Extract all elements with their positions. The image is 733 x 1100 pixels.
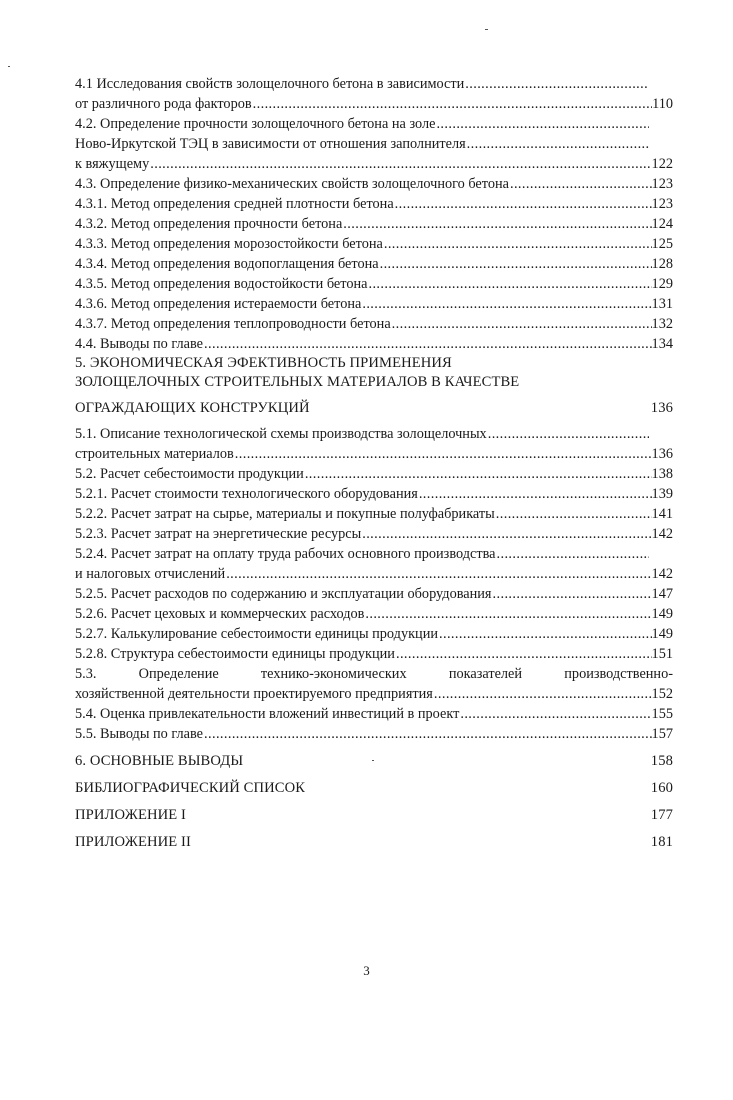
toc-entry bbox=[75, 778, 673, 798]
toc-leader-dots bbox=[510, 174, 652, 194]
toc-entry bbox=[75, 214, 673, 234]
toc-leader-dots bbox=[204, 724, 652, 744]
toc-entry-title: 4.4. Выводы по главе bbox=[75, 336, 204, 352]
toc-leader-dots bbox=[305, 464, 652, 484]
toc-leader-dots bbox=[362, 294, 651, 314]
toc-leader-dots bbox=[496, 504, 652, 524]
toc-entry-title: к вяжущему bbox=[75, 156, 150, 172]
toc-entry bbox=[75, 484, 673, 504]
toc-entry-page: 131 bbox=[651, 296, 673, 312]
toc-entry bbox=[75, 684, 673, 704]
toc-entry bbox=[75, 314, 673, 334]
toc-entry-title: 5.2.7. Калькулирование себестоимости единицы продукции bbox=[75, 626, 438, 642]
toc-entry-title: 4.3.2. Метод определения прочности бетона bbox=[75, 216, 343, 232]
toc-entry-title: 4.2. Определение прочности золощелочного бетона на золе bbox=[75, 116, 436, 132]
toc-entry-title: БИБЛИОГРАФИЧЕСКИЙ СПИСОК bbox=[75, 780, 306, 796]
toc-entry bbox=[75, 294, 673, 314]
toc-leader-dots bbox=[204, 334, 652, 354]
toc-entry-page: 134 bbox=[651, 336, 673, 352]
toc-entry-page: 125 bbox=[651, 236, 673, 252]
toc-entry-title: 4.3. Определение физико-механических свойств золощелочного бетона bbox=[75, 176, 509, 192]
toc-entry bbox=[75, 805, 673, 825]
toc-entry bbox=[75, 664, 673, 684]
toc-leader-dots bbox=[439, 624, 652, 644]
toc-entry-title: 5.2. Расчет себестоимости продукции bbox=[75, 466, 304, 482]
toc-entry bbox=[75, 444, 673, 464]
toc-entry-title: 5.1. Описание технологической схемы производства золощелочных bbox=[75, 426, 487, 442]
toc-entry-page: 124 bbox=[651, 216, 673, 232]
toc-entry-title: от различного рода факторов bbox=[75, 96, 252, 112]
toc-entry-title: 4.3.5. Метод определения водостойкости бетона bbox=[75, 276, 368, 292]
toc-entry bbox=[75, 174, 673, 194]
toc-entry-title: 5.2.5. Расчет расходов по содержанию и эксплуатации оборудования bbox=[75, 586, 492, 602]
toc-entry bbox=[75, 644, 673, 664]
toc-leader-dots bbox=[365, 604, 651, 624]
toc-entry-page: 110 bbox=[652, 96, 673, 112]
toc-entry-page: 181 bbox=[650, 834, 673, 850]
toc-leader-dots bbox=[380, 254, 652, 274]
toc-entry-title: 5.5. Выводы по главе bbox=[75, 726, 204, 742]
toc-entry bbox=[75, 334, 673, 354]
toc-entry bbox=[75, 74, 673, 94]
toc-entry bbox=[75, 504, 673, 524]
toc-entry-page: 123 bbox=[651, 176, 673, 192]
toc-leader-dots bbox=[368, 274, 651, 294]
toc-entry bbox=[75, 524, 673, 544]
toc-entry-page: 142 bbox=[651, 566, 673, 582]
toc-entry-page: 141 bbox=[651, 506, 673, 522]
toc-entry bbox=[75, 373, 673, 392]
toc-entry bbox=[75, 194, 673, 214]
toc-entry-page: 158 bbox=[650, 753, 673, 769]
toc-leader-dots bbox=[465, 74, 649, 94]
toc-entry-title: хозяйственной деятельности проектируемого предприятия bbox=[75, 686, 433, 702]
page-number: 3 bbox=[363, 963, 370, 978]
toc-entry bbox=[75, 424, 673, 444]
toc-entry-title: ПРИЛОЖЕНИЕ II bbox=[75, 834, 191, 850]
toc-entry-page: 152 bbox=[651, 686, 673, 702]
toc-entry bbox=[75, 114, 673, 134]
toc-entry-title: ОГРАЖДАЮЩИХ КОНСТРУКЦИЙ bbox=[75, 400, 310, 416]
scan-speck bbox=[8, 66, 10, 67]
toc-entry-page: 151 bbox=[651, 646, 673, 662]
toc-leader-dots bbox=[226, 564, 651, 584]
toc-leader-dots bbox=[419, 484, 652, 504]
toc-entry-page: 147 bbox=[651, 586, 673, 602]
toc-leader-dots bbox=[493, 584, 652, 604]
toc-entry-page: 149 bbox=[651, 606, 673, 622]
toc-entry bbox=[75, 604, 673, 624]
toc-entry bbox=[75, 704, 673, 724]
toc-entry-page: 157 bbox=[651, 726, 673, 742]
toc-entry-page: 132 bbox=[651, 316, 673, 332]
toc-entry-page: 136 bbox=[651, 446, 673, 462]
toc-entry bbox=[75, 134, 673, 154]
toc-entry-page: 129 bbox=[651, 276, 673, 292]
toc-leader-dots bbox=[460, 704, 651, 724]
toc-entry-title: 4.3.6. Метод определения истераемости бетона bbox=[75, 296, 362, 312]
toc-leader-dots bbox=[253, 94, 652, 114]
toc-entry bbox=[75, 624, 673, 644]
toc-entry bbox=[75, 398, 673, 418]
toc-leader-dots bbox=[434, 684, 652, 704]
toc-entry-title: ЗОЛОЩЕЛОЧНЫХ СТРОИТЕЛЬНЫХ МАТЕРИАЛОВ В КАЧЕСТВЕ bbox=[75, 374, 520, 390]
toc-entry-title: 5.4. Оценка привлекательности вложений инвестиций в проект bbox=[75, 706, 460, 722]
scan-speck bbox=[485, 29, 488, 30]
toc-entry-title: 5.2.2. Расчет затрат на сырье, материалы и покупные полуфабрикаты bbox=[75, 506, 495, 522]
toc-entry-title: и налоговых отчислений bbox=[75, 566, 226, 582]
toc-entry-page: 138 bbox=[651, 466, 673, 482]
toc-entry bbox=[75, 254, 673, 274]
toc-entry bbox=[75, 584, 673, 604]
toc-entry-page: 136 bbox=[650, 400, 673, 416]
toc-entry-title: 4.3.4. Метод определения водопоглащения бетона bbox=[75, 256, 379, 272]
toc-entry-title: ПРИЛОЖЕНИЕ I bbox=[75, 807, 186, 823]
toc-entry-page: 142 bbox=[651, 526, 673, 542]
toc-entry bbox=[75, 724, 673, 744]
toc-entry-title: 5. ЭКОНОМИЧЕСКАЯ ЭФЕКТИВНОСТЬ ПРИМЕНЕНИЯ bbox=[75, 355, 452, 371]
toc-entry bbox=[75, 464, 673, 484]
toc-leader-dots bbox=[384, 234, 652, 254]
toc-entry-page: 139 bbox=[651, 486, 673, 502]
toc-entry-page: 155 bbox=[651, 706, 673, 722]
toc-entry-page: 123 bbox=[651, 196, 673, 212]
toc-leader-dots bbox=[436, 114, 649, 134]
toc-entry bbox=[75, 154, 673, 174]
toc-entry-title: 4.3.1. Метод определения средней плотности бетона bbox=[75, 196, 394, 212]
toc-leader-dots bbox=[343, 214, 651, 234]
toc-entry-title: строительных материалов bbox=[75, 446, 234, 462]
toc-entry-title: Ново-Иркутской ТЭЦ в зависимости от отношения заполнителя bbox=[75, 136, 466, 152]
toc-entry-page: 177 bbox=[650, 807, 673, 823]
toc-leader-dots bbox=[392, 314, 652, 334]
toc-entry-title: 5.2.4. Расчет затрат на оплату труда рабочих основного производства bbox=[75, 546, 496, 562]
toc-entry-title: 5.2.1. Расчет стоимости технологического оборудования bbox=[75, 486, 418, 502]
toc-entry bbox=[75, 354, 673, 373]
toc-entry-title: 4.3.3. Метод определения морозостойкости бетона bbox=[75, 236, 383, 252]
toc-entry-title: 6. ОСНОВНЫЕ ВЫВОДЫ bbox=[75, 753, 244, 769]
toc-entry-page: 149 bbox=[651, 626, 673, 642]
toc-leader-dots bbox=[488, 424, 649, 444]
toc-entry bbox=[75, 564, 673, 584]
toc-entry-title: 5.2.8. Структура себестоимости единицы продукции bbox=[75, 646, 395, 662]
toc-entry bbox=[75, 832, 673, 852]
table-of-contents bbox=[75, 74, 673, 852]
toc-entry bbox=[75, 234, 673, 254]
toc-entry bbox=[75, 544, 673, 564]
toc-entry-page: 122 bbox=[651, 156, 673, 172]
toc-leader-dots bbox=[497, 544, 650, 564]
toc-entry bbox=[75, 94, 673, 114]
toc-leader-dots bbox=[362, 524, 651, 544]
toc-leader-dots bbox=[467, 134, 649, 154]
toc-entry-title: 4.1 Исследования свойств золощелочного бетона в зависимости bbox=[75, 76, 465, 92]
toc-leader-dots bbox=[235, 444, 652, 464]
toc-leader-dots bbox=[395, 194, 652, 214]
toc-entry-title: 5.2.6. Расчет цеховых и коммерческих расходов bbox=[75, 606, 365, 622]
toc-entry-title: 5.3. Определение технико-экономических показателей производственно- bbox=[75, 666, 673, 682]
toc-entry-page: 128 bbox=[651, 256, 673, 272]
toc-entry-title: 5.2.3. Расчет затрат на энергетические ресурсы bbox=[75, 526, 362, 542]
toc-entry-page: 160 bbox=[650, 780, 673, 796]
toc-entry-title: 4.3.7. Метод определения теплопроводности бетона bbox=[75, 316, 391, 332]
toc-leader-dots bbox=[396, 644, 652, 664]
toc-entry bbox=[75, 751, 673, 771]
toc-leader-dots bbox=[150, 154, 651, 174]
toc-entry bbox=[75, 274, 673, 294]
